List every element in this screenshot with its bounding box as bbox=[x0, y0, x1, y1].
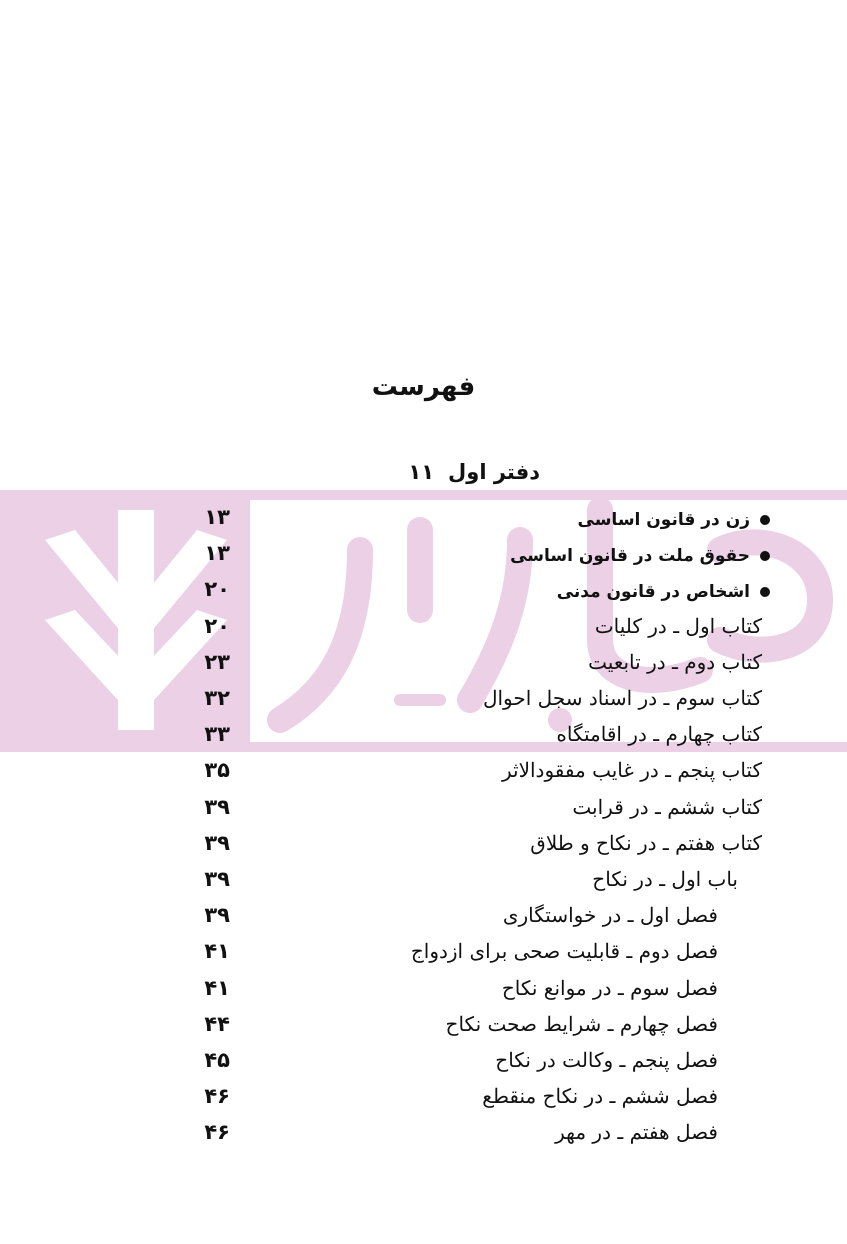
toc-title bbox=[482, 1084, 718, 1108]
toc-entry bbox=[170, 831, 770, 867]
toc-title-text: فصل دوم ـ قابلیت صحی برای ازدواج bbox=[410, 939, 718, 964]
toc-entry bbox=[170, 976, 770, 1012]
toc-title bbox=[510, 546, 770, 566]
bullet-icon bbox=[760, 515, 770, 525]
toc-entry bbox=[170, 1012, 770, 1048]
toc-page-number: ۲۰ bbox=[204, 577, 230, 602]
toc-title-text: باب اول ـ در نکاح bbox=[592, 867, 738, 891]
toc-page-number: ۱۳ bbox=[204, 505, 230, 529]
toc-title-text: فصل پنجم ـ وکالت در نکاح bbox=[495, 1048, 718, 1072]
toc-page-number: ۳۹ bbox=[204, 830, 230, 855]
toc-title-text: کتاب چهارم ـ در اقامتگاه bbox=[556, 722, 762, 747]
toc-page-number: ۳۹ bbox=[204, 867, 230, 891]
toc-page-number: ۴۵ bbox=[204, 1048, 230, 1072]
toc-entry bbox=[170, 614, 770, 650]
toc-title bbox=[595, 614, 762, 638]
toc-page-number: ۳۵ bbox=[204, 758, 230, 783]
toc-title bbox=[572, 795, 762, 819]
part-page-number: ۱۱ bbox=[408, 460, 435, 484]
toc-page-number: ۴۶ bbox=[204, 1120, 230, 1145]
toc-title bbox=[557, 582, 770, 602]
toc-page-number: ۴۱ bbox=[204, 975, 230, 1000]
toc-title-text: کتاب اول ـ در کلیات bbox=[594, 613, 762, 638]
toc-page-number: ۳۹ bbox=[204, 903, 230, 928]
toc-title-text: حقوق ملت در قانون اساسی bbox=[510, 546, 750, 567]
toc-title-text: فصل هفتم ـ در مهر bbox=[555, 1120, 718, 1145]
toc-page-number: ۴۴ bbox=[204, 1011, 230, 1036]
toc-title bbox=[592, 867, 738, 891]
toc-title bbox=[495, 1048, 718, 1072]
bullet-icon bbox=[760, 551, 770, 561]
toc-title-text: اشخاص در قانون مدنی bbox=[556, 582, 750, 603]
toc-entry bbox=[170, 577, 770, 613]
toc-title bbox=[556, 722, 762, 746]
toc-entry bbox=[170, 795, 770, 831]
toc-title bbox=[588, 650, 762, 674]
toc-entry bbox=[170, 1120, 770, 1156]
toc-title-text: فصل ششم ـ در نکاح منقطع bbox=[482, 1084, 718, 1109]
toc-title-text: کتاب ششم ـ در قرابت bbox=[572, 794, 762, 819]
toc-entry bbox=[170, 541, 770, 577]
toc-entry bbox=[170, 903, 770, 939]
toc-entry bbox=[170, 650, 770, 686]
toc-page-number: ۳۳ bbox=[204, 722, 230, 747]
toc-title-text: زن در قانون اساسی bbox=[577, 510, 750, 530]
toc-title-text: فصل اول ـ در خواستگاری bbox=[502, 903, 718, 928]
part-title: دفتر اول bbox=[448, 460, 540, 484]
toc-title bbox=[503, 903, 718, 927]
toc-title bbox=[502, 976, 718, 1000]
toc-entry bbox=[170, 505, 770, 541]
toc-page-number: ۲۰ bbox=[204, 613, 230, 638]
toc-page-number: ۳۲ bbox=[204, 686, 230, 710]
toc-title-text: کتاب سوم ـ در اسناد سجل احوال bbox=[482, 686, 762, 710]
toc-title-text: کتاب هفتم ـ در نکاح و طلاق bbox=[530, 830, 762, 855]
toc-page-number: ۳۹ bbox=[204, 794, 230, 819]
toc-title bbox=[446, 1012, 718, 1036]
toc-entry bbox=[170, 1084, 770, 1120]
toc-title bbox=[411, 939, 718, 963]
toc-title-text: فصل سوم ـ در موانع نکاح bbox=[501, 975, 718, 1000]
toc-title bbox=[502, 758, 762, 782]
toc-title-text: کتاب دوم ـ در تابعیت bbox=[588, 649, 762, 674]
toc-entry bbox=[170, 758, 770, 794]
toc-page-number: ۲۳ bbox=[204, 649, 230, 674]
toc-entry bbox=[170, 867, 770, 903]
toc-entry bbox=[170, 722, 770, 758]
toc-title-text: فصل چهارم ـ شرایط صحت نکاح bbox=[445, 1011, 718, 1036]
toc-title bbox=[483, 686, 762, 710]
toc-page-number: ۱۳ bbox=[204, 541, 230, 566]
page-title: فهرست bbox=[371, 372, 476, 402]
toc-title-text: کتاب پنجم ـ در غایب مفقودالاثر bbox=[501, 758, 762, 783]
bullet-icon bbox=[760, 587, 770, 597]
toc-title bbox=[530, 831, 762, 855]
toc-entry bbox=[170, 1048, 770, 1084]
toc-title bbox=[555, 1120, 718, 1144]
toc-page-number: ۴۶ bbox=[204, 1084, 230, 1109]
toc-title bbox=[578, 510, 770, 530]
toc-entry bbox=[170, 686, 770, 722]
toc-entry bbox=[170, 939, 770, 975]
toc-page-number: ۴۱ bbox=[204, 939, 230, 964]
